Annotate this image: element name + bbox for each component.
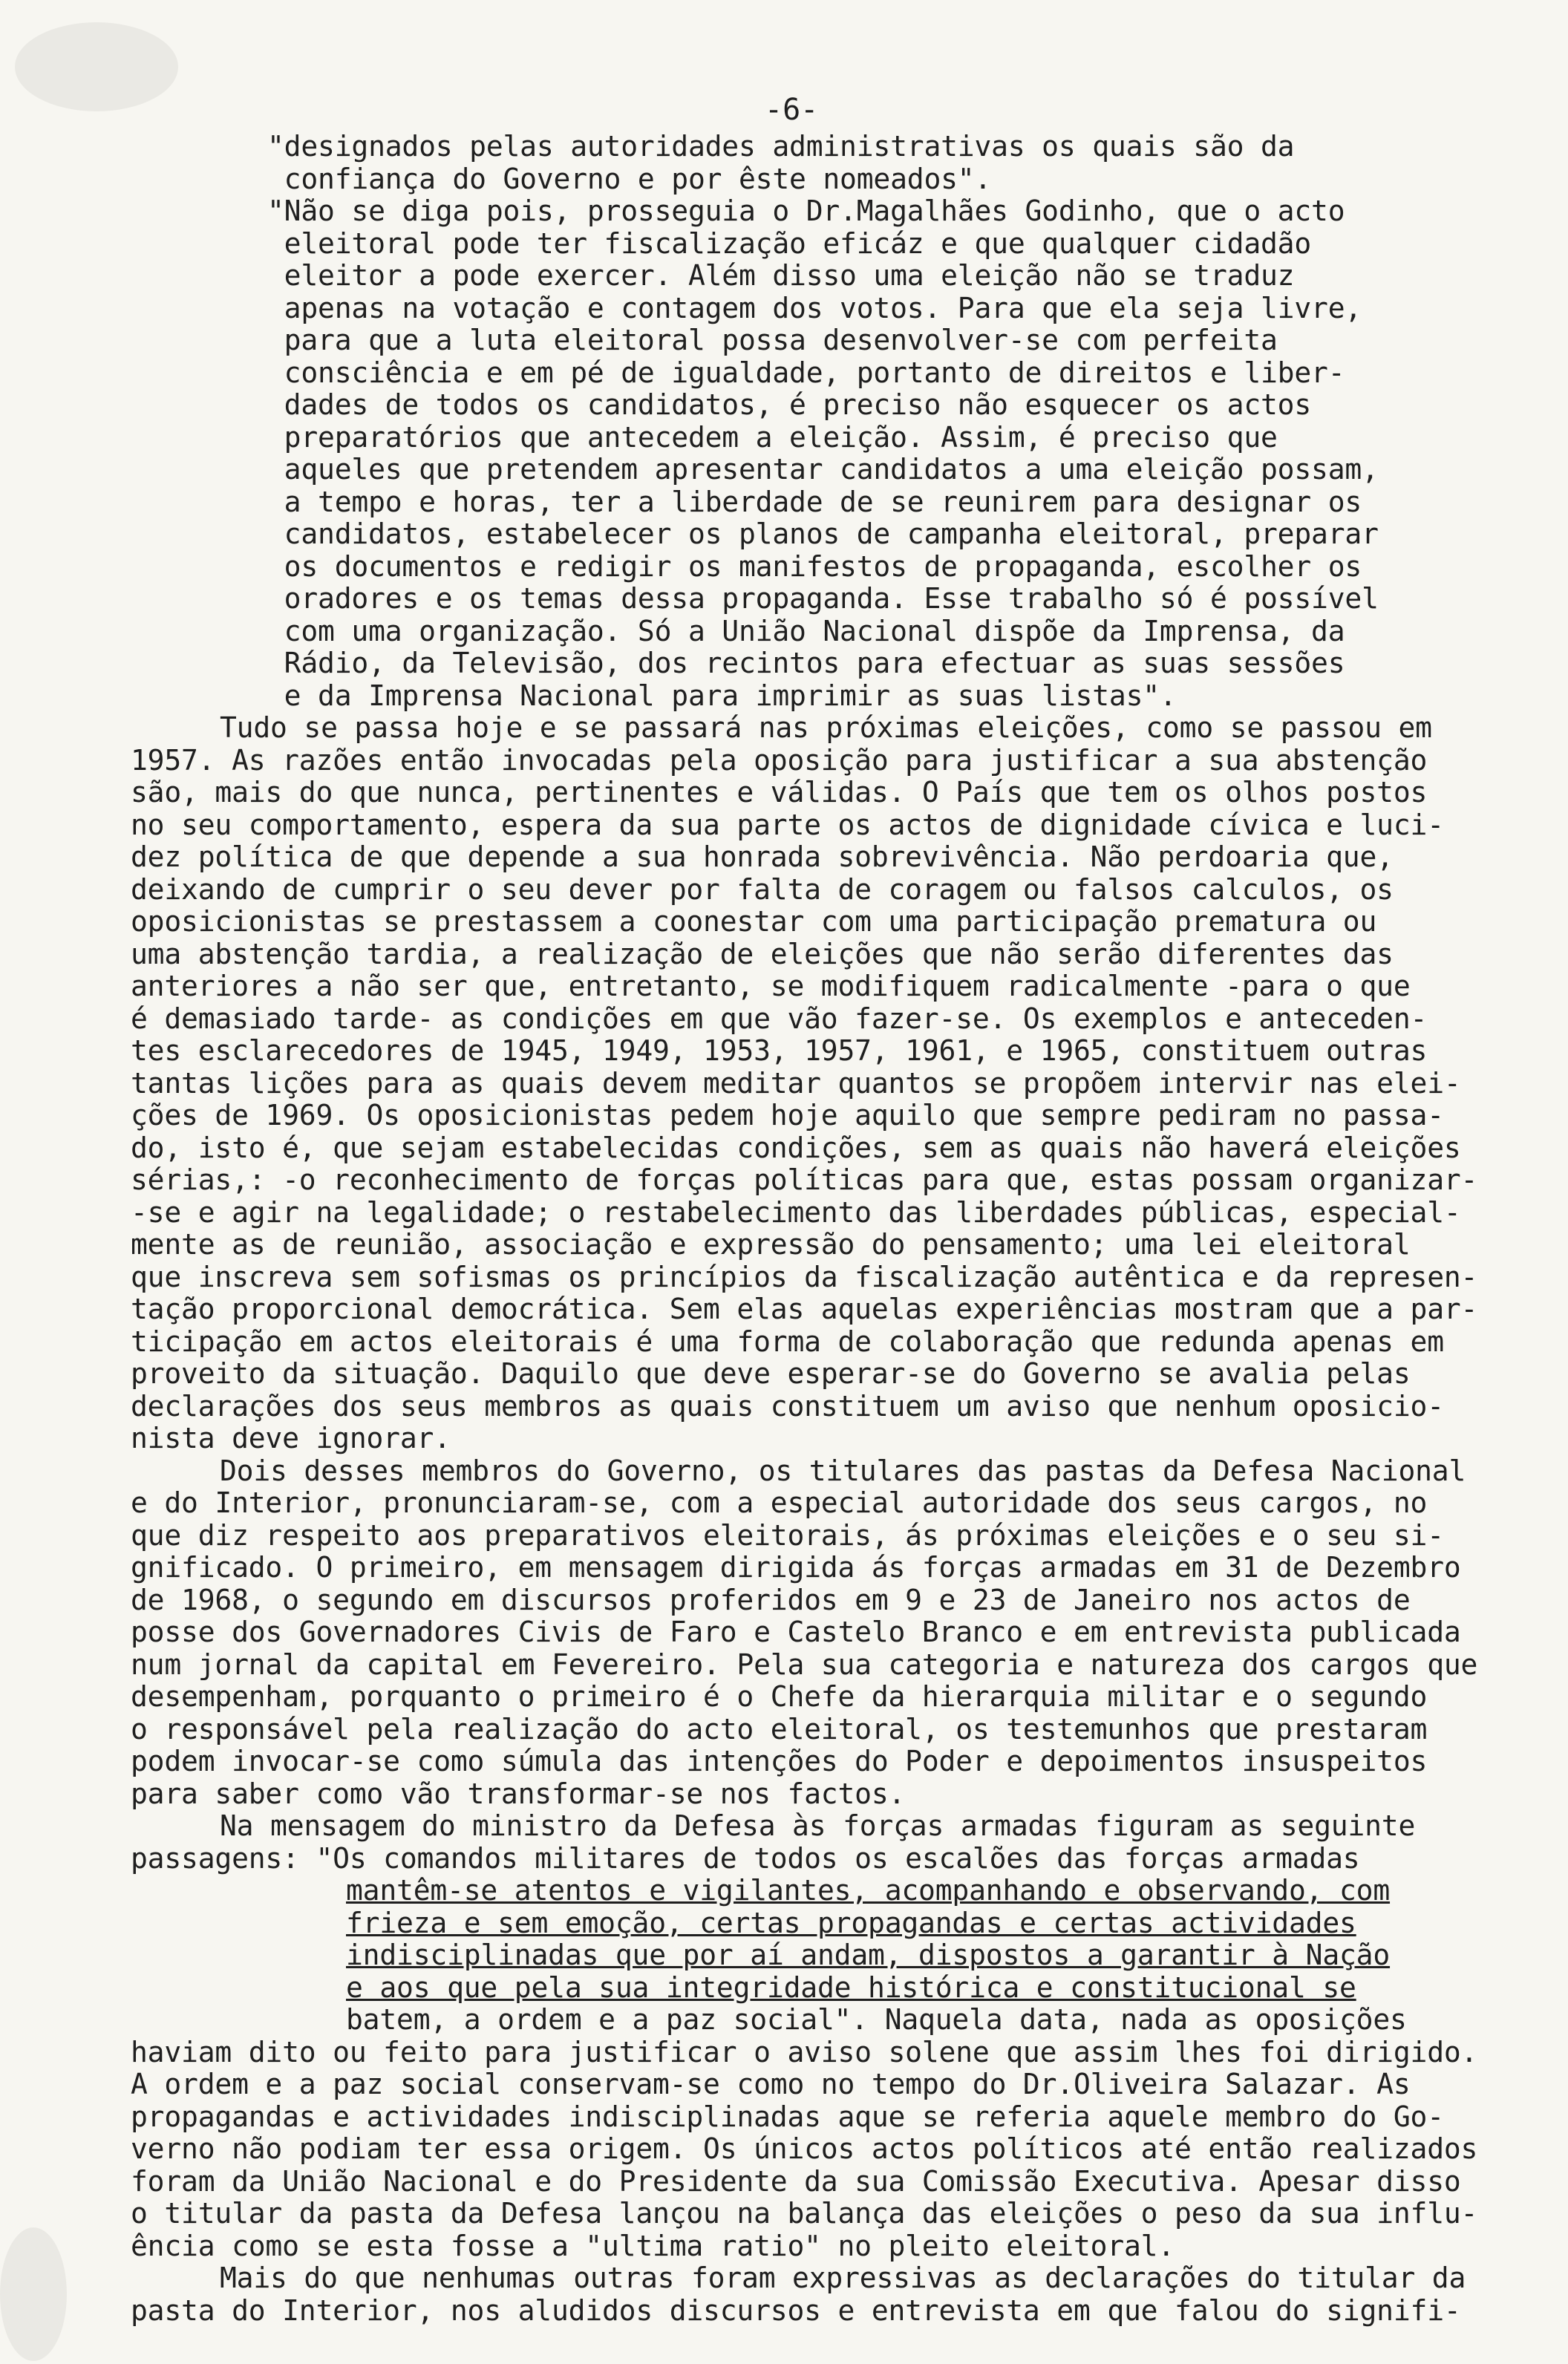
text-line (131, 906, 1541, 938)
text-line-content: uma abstenção tardia, a realização de eleições que não serão diferentes das (131, 937, 1394, 970)
text-line-content: sérias,: -o reconhecimento de forças políticas para que, estas possam organizar- (131, 1163, 1478, 1196)
text-line-content: e da Imprensa Nacional para imprimir as suas listas". (267, 679, 1177, 712)
text-line (131, 1778, 1541, 1811)
text-line (131, 1003, 1541, 1036)
text-line-content: haviam dito ou feito para justificar o aviso solene que assim lhes foi dirigido. (131, 2035, 1478, 2068)
text-line-content: desempenham, porquanto o primeiro é o Chefe da hierarquia militar e o segundo (131, 1680, 1428, 1713)
text-line-content: indisciplinadas que por aí andam, dispostos a garantir à Nação (346, 1939, 1391, 1971)
text-line-content: que diz respeito aos preparativos eleitorais, ás próximas eleições e o seu si- (131, 1518, 1444, 1552)
text-line-content: dez política de que depende a sua honrada sobrevivência. Não perdoaria que, (131, 840, 1394, 873)
text-line (131, 486, 1541, 519)
text-line (131, 2068, 1541, 2101)
text-line-content: ticipação em actos eleitorais é uma forma de colaboração que redunda apenas em (131, 1325, 1444, 1358)
text-line (131, 389, 1541, 422)
text-line-content: frieza e sem emoção, certas propagandas e certas actividades (346, 1906, 1356, 1939)
text-line-content: é demasiado tarde- as condições em que vão fazer-se. Os exemplos e anteceden- (131, 1002, 1428, 1035)
text-line (131, 1875, 1541, 1907)
text-line (131, 1261, 1541, 1294)
text-line (131, 324, 1541, 357)
text-line (131, 454, 1541, 486)
text-line-content: são, mais do que nunca, pertinentes e válidas. O País que tem os olhos postos (131, 776, 1428, 809)
text-line-content: eleitor a pode exercer. Além disso uma eleição não se traduz (267, 259, 1295, 292)
text-line-content: Mais do que nenhumas outras foram expressivas as declarações do titular da (220, 2262, 1466, 2294)
text-line-content: preparatórios que antecedem a eleição. Assim, é preciso que (267, 420, 1278, 454)
text-line-content: tação proporcional democrática. Sem elas aquelas experiências mostram que a par- (131, 1293, 1478, 1325)
text-line-content: proveito da situação. Daquilo que deve esperar-se do Governo se avalia pelas (131, 1357, 1411, 1390)
text-line-content: nista deve ignorar. (131, 1422, 451, 1454)
text-line-content: tes esclarecedores de 1945, 1949, 1953, 1957, 1961, e 1965, constituem outras (131, 1034, 1428, 1067)
text-line (131, 2198, 1541, 2230)
text-line (131, 1100, 1541, 1132)
text-line-content: verno não podiam ter essa origem. Os únicos actos políticos até então realizados (131, 2132, 1478, 2165)
text-line (131, 874, 1541, 907)
text-line-content: do, isto é, que sejam estabelecidas condições, sem as quais não haverá eleições (131, 1131, 1461, 1164)
text-line-content: candidatos, estabelecer os planos de campanha eleitoral, preparar (267, 517, 1379, 550)
text-line (131, 2101, 1541, 2134)
text-line-content: propagandas e actividades indisciplinadas aque se referia aquele membro do Go- (131, 2100, 1444, 2133)
text-line-content: foram da União Nacional e do Presidente da sua Comissão Executiva. Apesar disso (131, 2164, 1461, 2198)
text-line (131, 1455, 1541, 1488)
text-line (131, 1035, 1541, 1068)
text-line (131, 422, 1541, 454)
text-line-content: -se e agir na legalidade; o restabelecimento das liberdades públicas, especial- (131, 1195, 1461, 1229)
text-line (131, 1197, 1541, 1230)
text-line (131, 970, 1541, 1003)
text-line (131, 1939, 1541, 1972)
text-line (131, 518, 1541, 551)
text-line (131, 1746, 1541, 1778)
text-line (131, 2004, 1541, 2037)
text-line (131, 712, 1541, 745)
text-line (131, 1423, 1541, 1455)
text-line (131, 1584, 1541, 1617)
text-line-content: 1957. As razões então invocadas pela oposição para justificar a sua abstenção (131, 743, 1428, 777)
text-line-content: batem, a ordem e a paz social". Naquela data, nada as oposições (346, 2003, 1407, 2036)
text-line-content: o responsável pela realização do acto eleitoral, os testemunhos que prestaram (131, 1712, 1428, 1746)
text-line (131, 1132, 1541, 1165)
text-line (131, 1326, 1541, 1359)
text-line (131, 616, 1541, 648)
text-line-content: a tempo e horas, ter a liberdade de se reunirem para designar os (267, 485, 1362, 518)
text-line-content: passagens: "Os comandos militares de todos os escalões das forças armadas (131, 1841, 1360, 1875)
text-line-content: e aos que pela sua integridade histórica e constitucional se (346, 1970, 1356, 2004)
text-line-content: declarações dos seus membros as quais constituem um aviso que nenhum oposicio- (131, 1389, 1444, 1423)
text-line-content: para saber como vão transformar-se nos factos. (131, 1777, 906, 1810)
text-line-content: podem invocar-se como súmula das intenções do Poder e depoimentos insuspeitos (131, 1745, 1428, 1777)
text-line (131, 1972, 1541, 2005)
text-line-content: tantas lições para as quais devem meditar quantos se propõem intervir nas elei- (131, 1066, 1461, 1100)
text-line-content: apenas na votação e contagem dos votos. Para que ela seja livre, (267, 291, 1362, 324)
text-line-content: ções de 1969. Os oposicionistas pedem hoje aquilo que sempre pediram no passa- (131, 1099, 1444, 1132)
text-line-content: e do Interior, pronunciaram-se, com a especial autoridade dos seus cargos, no (131, 1486, 1428, 1519)
text-line-content: Dois desses membros do Governo, os titulares das pastas da Defesa Nacional (220, 1454, 1466, 1487)
text-line-content: de 1968, o segundo em discursos proferidos em 9 e 23 de Janeiro nos actos de (131, 1583, 1411, 1616)
text-line (131, 1391, 1541, 1423)
text-line (131, 647, 1541, 680)
text-line (131, 2262, 1541, 2295)
text-line (131, 357, 1541, 390)
text-line (131, 1681, 1541, 1714)
text-line (131, 293, 1541, 325)
text-line (131, 131, 1541, 163)
text-line (131, 1068, 1541, 1100)
text-line-content: que inscreva sem sofismas os princípios da fiscalização autêntica e da represen- (131, 1260, 1478, 1293)
text-line (131, 1649, 1541, 1682)
text-line (131, 1487, 1541, 1520)
text-line (131, 1616, 1541, 1649)
text-line (131, 680, 1541, 713)
text-line-content: dades de todos os candidatos, é preciso não esquecer os actos (267, 388, 1312, 421)
text-line-content: num jornal da capital em Fevereiro. Pela sua categoria e natureza dos cargos que (131, 1648, 1478, 1681)
text-line-content: oradores e os temas dessa propaganda. Esse trabalho só é possível (267, 582, 1379, 615)
text-line-content: pasta do Interior, nos aludidos discursos e entrevista em que falou do signifi- (131, 2293, 1461, 2327)
text-line-content: gnificado. O primeiro, em mensagem dirigida ás forças armadas em 31 de Dezembro (131, 1551, 1461, 1584)
text-line (131, 2230, 1541, 2263)
text-line (131, 195, 1541, 228)
text-line (131, 1229, 1541, 1261)
text-line-content: no seu comportamento, espera da sua parte os actos de dignidade cívica e luci- (131, 808, 1444, 841)
text-line (131, 809, 1541, 842)
text-line-content: Rádio, da Televisão, dos recintos para efectuar as suas sessões (267, 647, 1345, 679)
text-line-content: "Não se diga pois, prosseguia o Dr.Magalhães Godinho, que o acto (267, 195, 1345, 227)
text-line (131, 2295, 1541, 2328)
text-line (131, 745, 1541, 777)
text-line-content: eleitoral pode ter fiscalização eficáz e que qualquer cidadão (267, 226, 1312, 260)
text-line-content: A ordem e a paz social conservam-se como no tempo do Dr.Oliveira Salazar. As (131, 2068, 1411, 2100)
text-line (131, 1843, 1541, 1875)
text-line-content: Tudo se passa hoje e se passará nas próximas eleições, como se passou em (220, 711, 1432, 744)
text-line (131, 1810, 1541, 1843)
text-line (131, 841, 1541, 874)
text-line-content: mente as de reunião, associação e expressão do pensamento; uma lei eleitoral (131, 1228, 1411, 1261)
text-line-content: ência como se esta fosse a "ultima ratio" no pleito eleitoral. (131, 2229, 1175, 2262)
text-line-content: deixando de cumprir o seu dever por falta de coragem ou falsos calculos, os (131, 872, 1394, 906)
text-line (131, 228, 1541, 261)
text-line (131, 2166, 1541, 2198)
text-line (131, 1552, 1541, 1584)
text-line-content: mantêm-se atentos e vigilantes, acompanhando e observando, com (346, 1874, 1391, 1907)
text-line (131, 2133, 1541, 2166)
text-line (131, 938, 1541, 971)
text-line (131, 2037, 1541, 2069)
text-line-content: com uma organização. Só a União Nacional dispõe da Imprensa, da (267, 614, 1345, 647)
text-line (131, 260, 1541, 293)
text-line-content: os documentos e redigir os manifestos de propaganda, escolher os (267, 549, 1362, 583)
page-number: -6- (765, 93, 819, 127)
text-line (131, 163, 1541, 196)
text-line (131, 1907, 1541, 1940)
document-body (131, 131, 1541, 2327)
text-line (131, 1358, 1541, 1391)
text-line-content: posse dos Governadores Civis de Faro e Castelo Branco e em entrevista publicada (131, 1616, 1461, 1648)
text-line-content: "designados pelas autoridades administrativas os quais são da (267, 130, 1295, 163)
text-line-content: aqueles que pretendem apresentar candidatos a uma eleição possam, (267, 453, 1379, 486)
text-line-content: o titular da pasta da Defesa lançou na balança das eleições o peso da sua influ- (131, 2197, 1478, 2230)
text-line-content: consciência e em pé de igualdade, portanto de direitos e liber- (267, 356, 1345, 389)
text-line-content: oposicionistas se prestassem a coonestar com uma participação prematura ou (131, 905, 1377, 938)
text-line (131, 1520, 1541, 1552)
text-line (131, 777, 1541, 809)
text-line-content: Na mensagem do ministro da Defesa às forças armadas figuram as seguinte (220, 1809, 1416, 1842)
text-line-content: confiança do Governo e por êste nomeados". (267, 162, 992, 195)
text-line-content: anteriores a não ser que, entretanto, se modifiquem radicalmente -para o que (131, 970, 1411, 1002)
text-line (131, 1714, 1541, 1746)
text-line (131, 1164, 1541, 1197)
text-line (131, 583, 1541, 616)
text-line (131, 551, 1541, 584)
text-line (131, 1293, 1541, 1326)
text-line-content: para que a luta eleitoral possa desenvolver-se com perfeita (267, 324, 1278, 356)
